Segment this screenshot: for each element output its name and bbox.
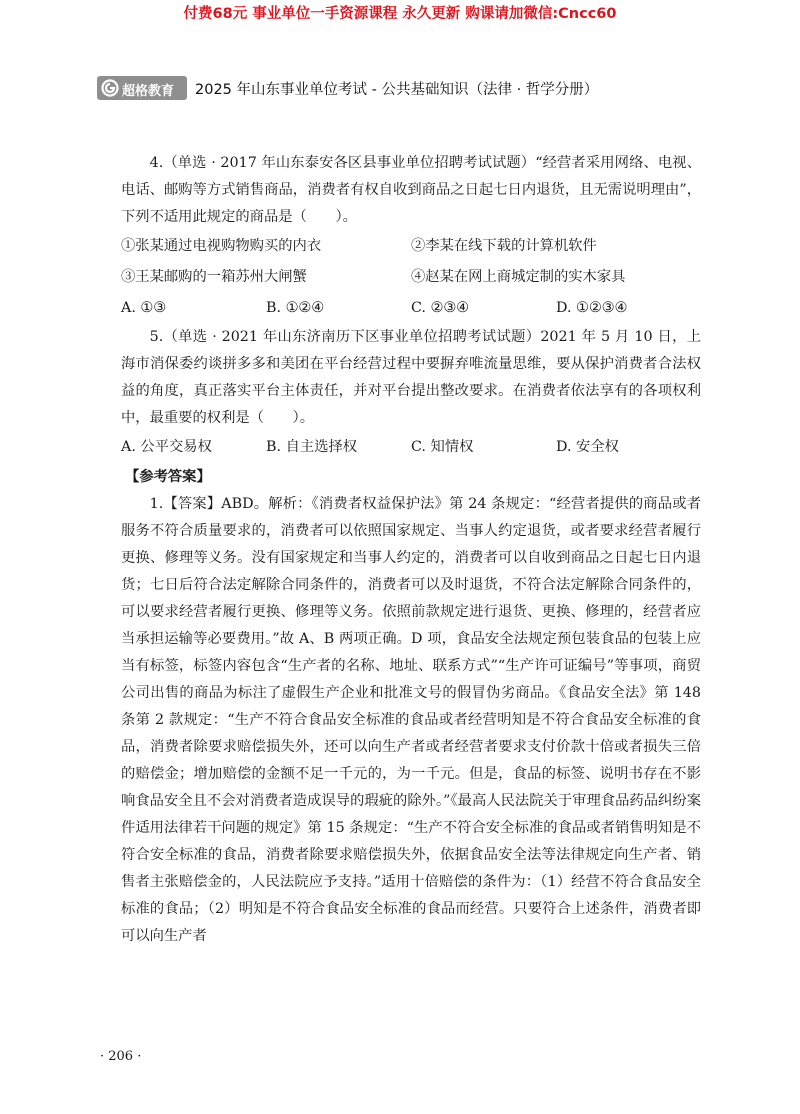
question-4-stem: 4.（单选 · 2017 年山东泰安各区县事业单位招聘考试试题）“经营者采用网络、电视、电话、邮购等方式销售商品，消费者有权自收到商品之日起七日内退货，且无需说明理由”，下列不适用此规定的商品是（ ）。: [121, 155, 701, 225]
watermark-banner: 付费68元 事业单位一手资源课程 永久更新 购课请加微信:Cncc60: [183, 6, 617, 22]
question-5-option-d: D. 安全权: [556, 439, 619, 455]
question-5-option-a: A. 公平交易权: [121, 439, 212, 455]
question-4-item: ③王某邮购的一箱苏州大闸蟹: [121, 269, 307, 285]
logo-swirl-icon: [101, 79, 119, 97]
page-content: [121, 150, 701, 950]
answer-1-explanation: 1.【答案】ABD。解析：《消费者权益保护法》第 24 条规定：“经营者提供的商品或者服务不符合质量要求的，消费者可以依照国家规定、当事人约定退货，或者要求经营者履行更换、修理等义务。没有国家规定和当事人约定的，消费者可以自收到商品之日起七日内退货；七日后符合法定解除合同条件的，消费者可以及时退货，不符合法定解除合同条件的，可以要求经营者履行更换、修理等义务。依照前款规定进行退货、更换、修理的，经营者应当承担运输等必要费用。”故 A、B 两项正确。D 项，食品安全法规定预包装食品的包装上应当有标签，标签内容包含“生产者的名称、地址、联系方式”“生产许可证编号”等事项，商贸公司出售的商品为标注了虚假生产企业和批准文号的假冒伪劣商品。《食品安全法》第 148 条第 2 款规定：“生产不符合食品安全标准的食品或者经营明知是不符合食品安全标准的食品，消费者除要求赔偿损失外，还可以向生产者或者经营者要求支付价款十倍或者损失三倍的赔偿金；增加赔偿的金额不足一千元的，为一千元。但是，食品的标签、说明书存在不影响食品安全且不会对消费者造成误导的瑕疵的除外。”《最高人民法院关于审理食品药品纠纷案件适用法律若干问题的规定》第 15 条规定：“生产不符合安全标准的食品或者销售明知是不符合安全标准的食品，消费者除要求赔偿损失外，依据食品安全法等法律规定向生产者、销售者主张赔偿金的，人民法院应予支持。”适用十倍赔偿的条件为：（1）经营不符合食品安全标准的食品；（2）明知是不符合食品安全标准的食品而经营。只要符合上述条件，消费者即可以向生产者: [121, 496, 701, 944]
question-5-stem: 5.（单选 · 2021 年山东济南历下区事业单位招聘考试试题）2021 年 5 月 10 日，上海市消保委约谈拼多多和美团在平台经营过程中要摒弃唯流量思维，要从保护消费者合法权益的角度，真正落实平台主体责任，并对平台提出整改要求。在消费者依法享有的各项权利中，最重要的权利是（ ）。: [121, 329, 701, 426]
question-4-item: ②李某在线下载的计算机软件: [411, 238, 597, 254]
question-4-item: ④赵某在网上商城定制的实木家具: [411, 269, 626, 285]
question-4-option-a: A. ①③: [121, 300, 167, 316]
question-4-option-b: B. ①②④: [266, 300, 325, 316]
logo-text: 超格教育: [122, 84, 175, 99]
publisher-logo: [97, 76, 187, 100]
page-number: · 206 ·: [100, 1049, 142, 1064]
question-4-items-row-2: [121, 262, 701, 293]
answers-heading: 【参考答案】: [125, 469, 211, 485]
question-4-option-c: C. ②③④: [411, 300, 469, 316]
question-5-option-c: C. 知情权: [411, 439, 474, 455]
question-4-items-row-1: [121, 231, 701, 262]
question-4-options: [121, 293, 701, 324]
question-5-option-b: B. 自主选择权: [266, 439, 358, 455]
question-4-option-d: D. ①②③④: [556, 300, 628, 316]
question-4-item: ①张某通过电视购物购买的内衣: [121, 238, 322, 254]
book-title: 2025 年山东事业单位考试 - 公共基础知识（法律 · 哲学分册）: [195, 82, 599, 98]
page-header: [97, 76, 707, 100]
question-5-options: [121, 432, 701, 463]
